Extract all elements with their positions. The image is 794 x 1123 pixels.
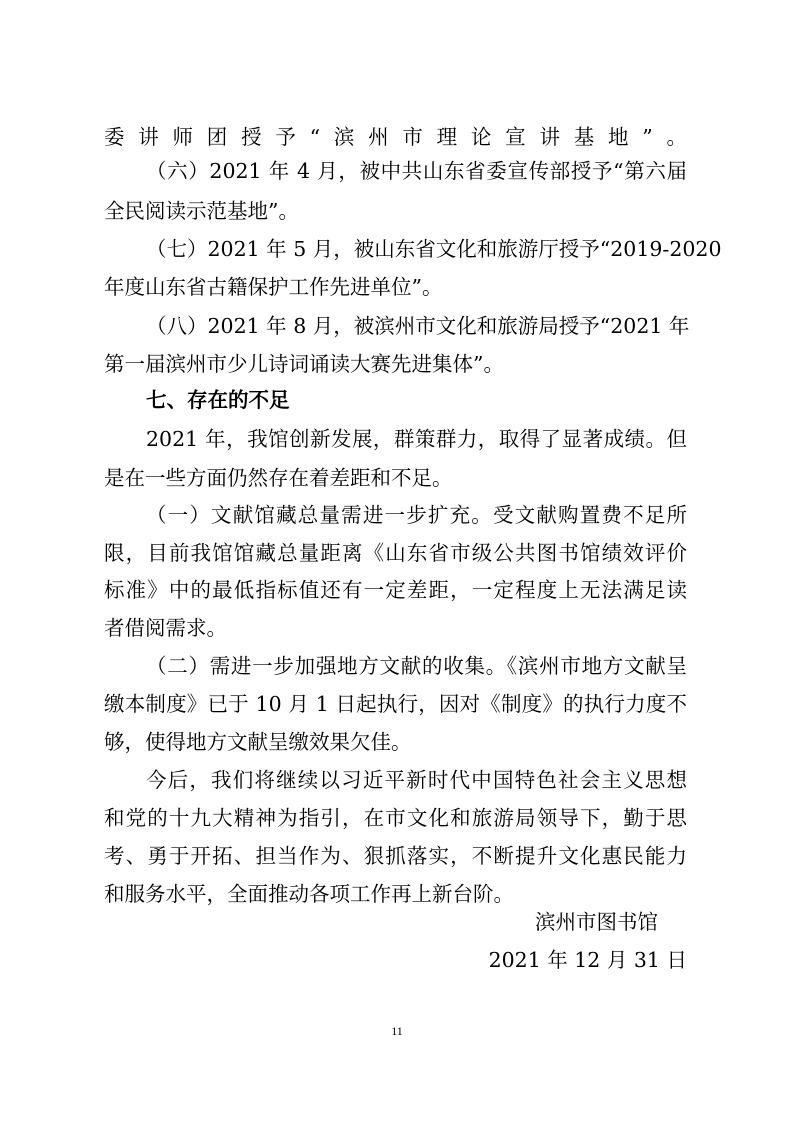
paragraph-line: 今后，我们将继续以习近平新时代中国特色社会主义思想	[146, 768, 687, 792]
paragraph-line: 够，使得地方文献呈缴效果欠佳。	[104, 730, 412, 754]
paragraph-line: 委讲师团授予“滨州市理论宣讲基地”。	[104, 125, 687, 149]
paragraph-line: （二）需进一步加强地方文献的收集。《滨州市地方文献呈	[146, 654, 687, 678]
paragraph-line: （六）2021 年 4 月，被中共山东省委宣传部授予“第六届	[146, 159, 687, 183]
paragraph-line: 和党的十九大精神为指引，在市文化和旅游局领导下，勤于思	[104, 806, 687, 830]
signature-organization: 滨州市图书馆	[535, 910, 658, 934]
paragraph-line: 全民阅读示范基地”。	[104, 199, 299, 223]
paragraph-line: 者借阅需求。	[104, 616, 227, 640]
paragraph-line: 第一届滨州市少儿诗词诵读大赛先进集体”。	[104, 352, 504, 376]
paragraph-line: 和服务水平，全面推动各项工作再上新台阶。	[104, 882, 514, 906]
paragraph-line: 缴本制度》已于 10 月 1 日起执行，因对《制度》的执行力度不	[104, 692, 687, 716]
page-number: 11	[391, 1024, 403, 1038]
paragraph-line: （八）2021 年 8 月，被滨州市文化和旅游局授予“2021 年	[146, 314, 690, 338]
paragraph-line: 标准》中的最低指标值还有一定差距，一定程度上无法满足读	[104, 578, 687, 602]
paragraph-line: （七）2021 年 5 月，被山东省文化和旅游厅授予“2019-2020	[146, 237, 722, 261]
paragraph-line: 年度山东省古籍保护工作先进单位”。	[104, 275, 443, 299]
section-heading: 七、存在的不足	[146, 388, 290, 412]
paragraph-line: （一）文献馆藏总量需进一步扩充。受文献购置费不足所	[146, 503, 687, 527]
paragraph-line: 2021 年，我馆创新发展，群策群力，取得了显著成绩。但	[146, 427, 687, 451]
paragraph-line: 限，目前我馆馆藏总量距离《山东省市级公共图书馆绩效评价	[104, 541, 687, 565]
paragraph-line: 是在一些方面仍然存在着差距和不足。	[104, 466, 453, 490]
paragraph-line: 考、勇于开拓、担当作为、狠抓落实，不断提升文化惠民能力	[104, 844, 687, 868]
signature-date: 2021 年 12 月 31 日	[488, 948, 687, 972]
